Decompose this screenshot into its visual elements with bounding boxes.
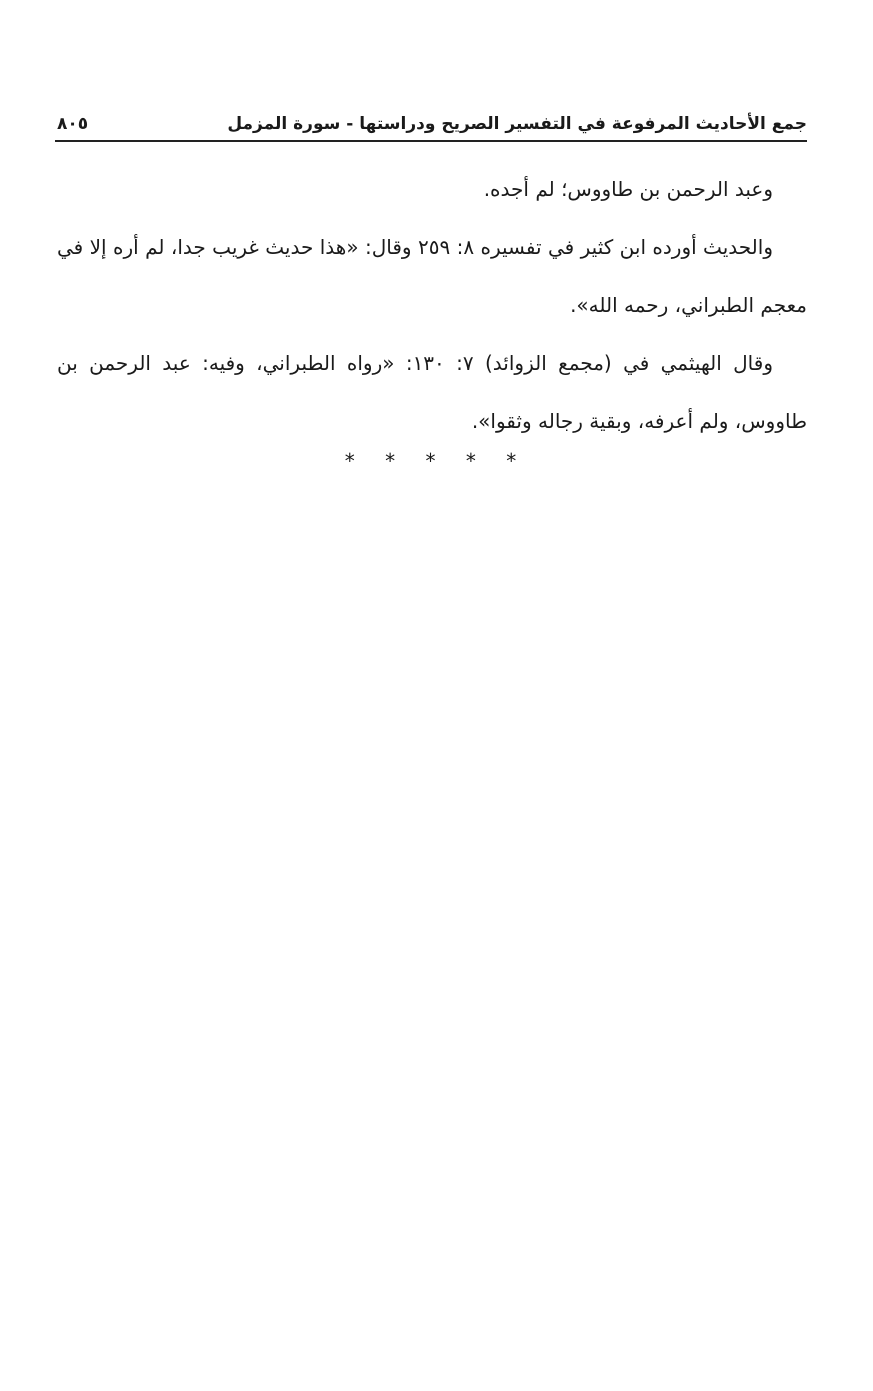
header-title: جمع الأحاديث المرفوعة في التفسير الصريح ودراستها - سورة المزمل <box>227 114 807 134</box>
header-rule <box>55 140 807 142</box>
paragraph-3: وقال الهيثمي في (مجمع الزوائد) ٧: ١٣٠: «رواه الطبراني، وفيه: عبد الرحمن بن طاووس، ولم أعرفه، وبقية رجاله وثقوا». <box>57 351 807 433</box>
running-header <box>57 112 807 138</box>
page-number: ٨٠٥ <box>57 114 89 134</box>
body-text <box>57 160 807 450</box>
paragraph-2: والحديث أورده ابن كثير في تفسيره ٨: ٢٥٩ وقال: «هذا حديث غريب جدا، لم أره إلا في معجم الطبراني، رحمه الله». <box>57 235 807 317</box>
paragraph-1: وعبد الرحمن بن طاووس؛ لم أجده. <box>483 177 773 201</box>
section-separator: * * * * * <box>344 449 529 473</box>
